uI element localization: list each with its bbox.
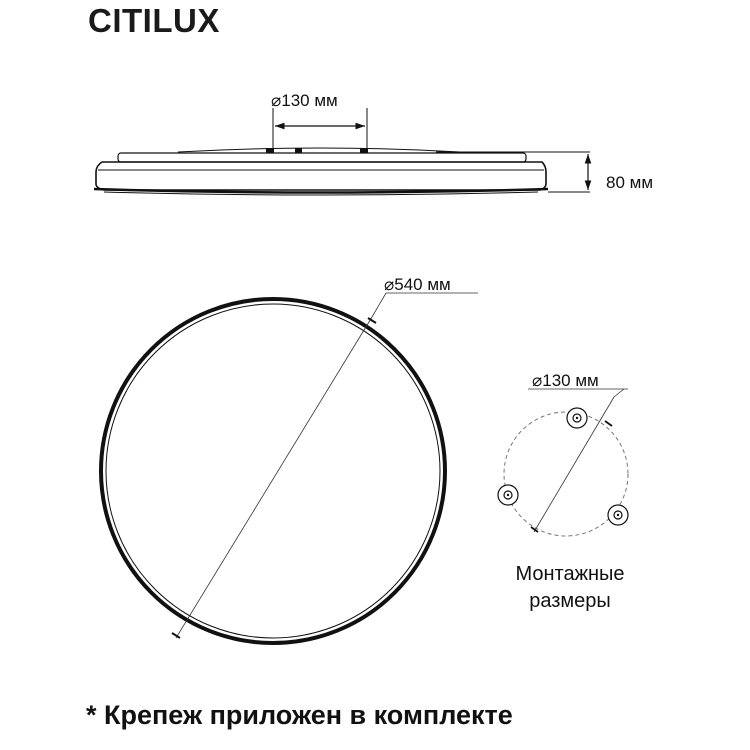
bracket-top [178, 148, 460, 152]
mounting-hole-top [567, 408, 587, 428]
bracket-screw-1 [266, 148, 274, 153]
mounting-caption-line1: Монтажные [515, 563, 625, 585]
side-view [94, 91, 653, 195]
mounting-diameter-label: ⌀130 мм [532, 371, 599, 390]
top-view [101, 275, 478, 643]
mounting-hole-right [608, 505, 628, 525]
lamp-body [96, 162, 546, 190]
brand-logo: CITILUX [88, 2, 220, 39]
mounting-tick-top [605, 421, 612, 426]
lamp-outline-outer [101, 299, 445, 643]
bracket-screw-2 [295, 148, 302, 153]
mounting-view [498, 371, 628, 612]
mounting-hole-left [498, 485, 518, 505]
footnote: * Крепеж приложен в комплекте [86, 700, 513, 730]
diameter-leader-extension [372, 293, 386, 317]
side-mount-diameter-label: ⌀130 мм [271, 91, 338, 110]
lamp-base-plate [118, 153, 526, 162]
mounting-caption-line2: размеры [529, 590, 611, 612]
mounting-leader [614, 389, 624, 397]
height-label: 80 мм [606, 173, 654, 192]
bracket-screw-3 [360, 148, 368, 153]
lamp-outline-inner [106, 304, 440, 638]
diameter-leader-line [176, 317, 372, 638]
top-diameter-label: ⌀540 мм [384, 275, 451, 294]
